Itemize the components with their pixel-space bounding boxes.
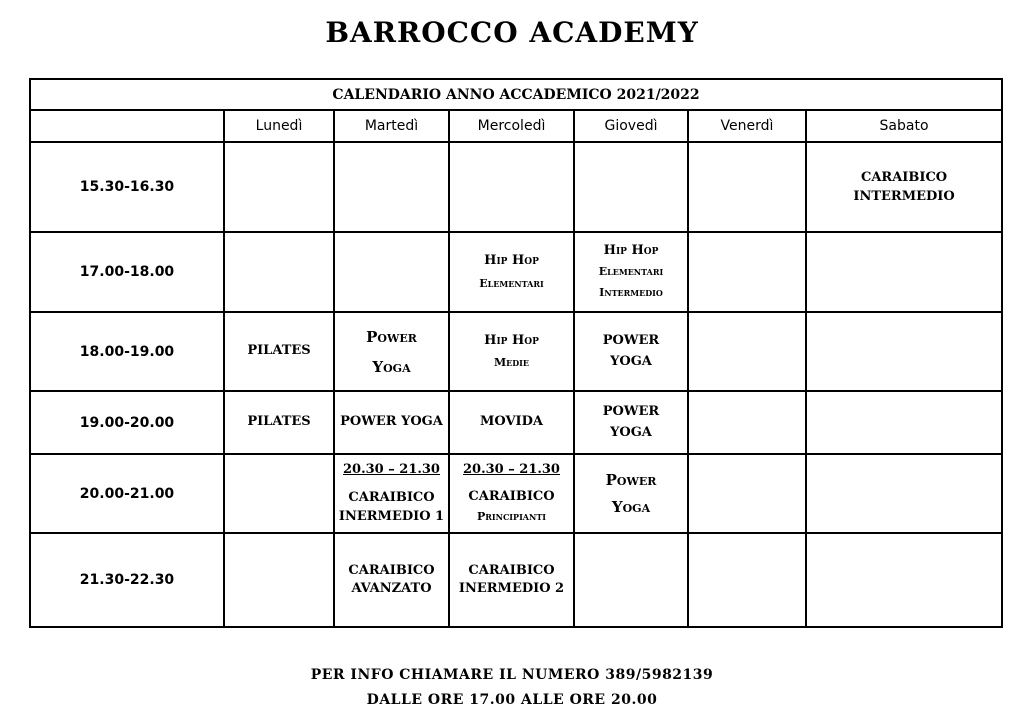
class-name: CARAIBICO <box>468 562 555 578</box>
time-slot-cell: 17.00-18.00 <box>30 232 224 312</box>
schedule-cell <box>806 533 1002 627</box>
class-cell <box>574 232 688 312</box>
day-header-monday: Lunedì <box>224 110 334 142</box>
class-cell <box>449 533 574 627</box>
schedule-cell <box>688 142 806 232</box>
schedule-cell <box>806 454 1002 533</box>
class-name: YOGA <box>610 353 652 369</box>
class-name: POWER <box>602 403 660 419</box>
class-cell <box>574 391 688 454</box>
schedule-cell <box>224 232 334 312</box>
table-row <box>30 312 1002 391</box>
schedule-cell <box>688 232 806 312</box>
class-time: 20.30 – 21.30 <box>463 461 560 477</box>
class-name: Power <box>366 327 417 346</box>
header-corner-cell <box>30 110 224 142</box>
schedule-cell <box>574 142 688 232</box>
class-name: Power <box>605 470 657 489</box>
schedule-table <box>29 78 1003 628</box>
class-level: INTERMEDIO <box>853 189 955 204</box>
class-name: Hip Hop <box>484 253 539 269</box>
class-cell <box>449 454 574 533</box>
schedule-cell <box>688 454 806 533</box>
class-cell: POWER YOGA <box>334 391 449 454</box>
class-level: Elementari <box>598 265 664 279</box>
table-row <box>30 232 1002 312</box>
class-cell: MOVIDA <box>449 391 574 454</box>
table-row <box>30 142 1002 232</box>
table-row <box>30 533 1002 627</box>
table-row <box>30 454 1002 533</box>
class-name: Hip Hop <box>484 332 539 348</box>
schedule-cell <box>688 391 806 454</box>
class-cell <box>449 312 574 391</box>
page-title: BARROCCO ACADEMY <box>325 16 699 49</box>
schedule-cell <box>224 533 334 627</box>
class-name: CARAIBICO <box>860 169 948 185</box>
day-header-wednesday: Mercoledì <box>449 110 574 142</box>
day-header-row <box>30 110 1002 142</box>
day-header-thursday: Giovedì <box>574 110 688 142</box>
class-name: Yoga <box>611 497 651 516</box>
schedule-cell <box>688 312 806 391</box>
schedule-cell <box>224 454 334 533</box>
class-cell: PILATES <box>224 391 334 454</box>
class-level: Intermedio <box>599 286 663 300</box>
schedule-cell <box>334 232 449 312</box>
schedule-cell <box>688 533 806 627</box>
class-name: CARAIBICO <box>468 489 555 505</box>
schedule-cell <box>334 142 449 232</box>
class-level: AVANZATO <box>351 581 432 596</box>
footer-info-line: PER INFO CHIAMARE IL NUMERO 389/5982139 <box>310 667 714 683</box>
class-cell <box>334 454 449 533</box>
time-slot-cell: 15.30-16.30 <box>30 142 224 232</box>
day-header-saturday: Sabato <box>806 110 1002 142</box>
day-header-friday: Venerdì <box>688 110 806 142</box>
class-cell <box>449 232 574 312</box>
schedule-cell <box>806 312 1002 391</box>
schedule-cell <box>574 533 688 627</box>
table-caption-row <box>30 79 1002 110</box>
class-level: Medie <box>493 356 530 370</box>
class-cell <box>334 312 449 391</box>
class-name: YOGA <box>610 424 652 440</box>
schedule-cell <box>224 142 334 232</box>
class-name: CARAIBICO <box>348 562 435 578</box>
time-slot-cell: 20.00-21.00 <box>30 454 224 533</box>
class-cell <box>574 312 688 391</box>
footer-hours-line: DALLE ORE 17.00 ALLE ORE 20.00 <box>366 692 658 708</box>
class-time: 20.30 – 21.30 <box>343 462 440 478</box>
class-cell <box>334 533 449 627</box>
calendar-caption: CALENDARIO ANNO ACCADEMICO 2021/2022 <box>30 79 1002 110</box>
class-name: Yoga <box>372 357 411 376</box>
class-level: INERMEDIO 1 <box>338 509 445 525</box>
table-row <box>30 391 1002 454</box>
schedule-cell <box>806 391 1002 454</box>
class-cell <box>574 454 688 533</box>
time-slot-cell: 21.30-22.30 <box>30 533 224 627</box>
time-slot-cell: 19.00-20.00 <box>30 391 224 454</box>
schedule-cell <box>806 232 1002 312</box>
class-level: Elementari <box>479 276 544 290</box>
class-name: Hip Hop <box>603 243 659 259</box>
schedule-cell <box>449 142 574 232</box>
class-name: POWER <box>602 332 660 348</box>
time-slot-cell: 18.00-19.00 <box>30 312 224 391</box>
class-cell <box>806 142 1002 232</box>
day-header-tuesday: Martedì <box>334 110 449 142</box>
class-level: INERMEDIO 2 <box>458 581 565 596</box>
class-level: Principianti <box>476 509 547 523</box>
class-name: CARAIBICO <box>348 489 435 505</box>
class-cell: PILATES <box>224 312 334 391</box>
